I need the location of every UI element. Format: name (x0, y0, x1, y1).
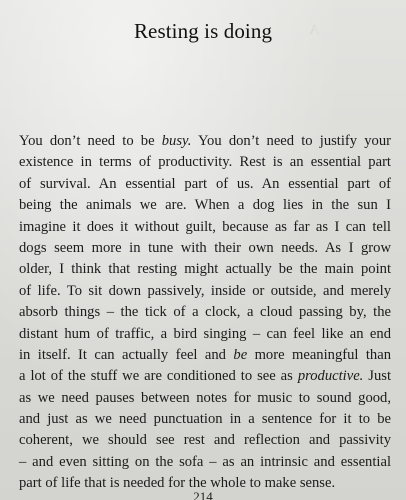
text-line: of life. To sit down passively, inside or outside, and merely (19, 282, 391, 299)
text-line: existence in terms of productivity. Rest is an essential part (19, 154, 391, 171)
text-line: – and even sitting on the sofa – as an intrinsic and essential (19, 453, 391, 470)
body-paragraph (19, 131, 391, 495)
text-line: part of life that is needed for the whole to make sense. (19, 475, 336, 492)
text-line: You don’t need to be busy. You don’t need to justify your (19, 133, 391, 149)
text-line: being the animals we are. When a dog lies in the sun I (19, 197, 391, 214)
text-line: older, I think that resting might actually be the main point (19, 261, 391, 278)
text-line: and just as we need punctuation in a sentence for it to be (19, 411, 391, 428)
text-line: absorb things – the tick of a clock, a cloud passing by, the (19, 304, 391, 321)
text-line: coherent, we should see rest and reflection and passivity (19, 432, 391, 449)
bleed-through-text: A (308, 22, 320, 38)
text-line: as we need pauses between notes for music to sound good, (19, 389, 391, 406)
text-line: imagine it does it without guilt, because as far as I can tell (19, 218, 391, 235)
text-line: distant hum of traffic, a bird singing – can feel like an end (19, 325, 391, 342)
text-line: in itself. It can actually feel and be more meaningful than (19, 346, 391, 363)
text-line: dogs seem more in tune with their own needs. As I grow (19, 239, 391, 256)
text-line: of survival. An essential part of us. An essential part of (19, 175, 391, 192)
text-line: a lot of the stuff we are conditioned to see as productive. Just (19, 368, 391, 385)
chapter-title: Resting is doing (133, 19, 273, 43)
page-number: 214 (193, 489, 213, 500)
